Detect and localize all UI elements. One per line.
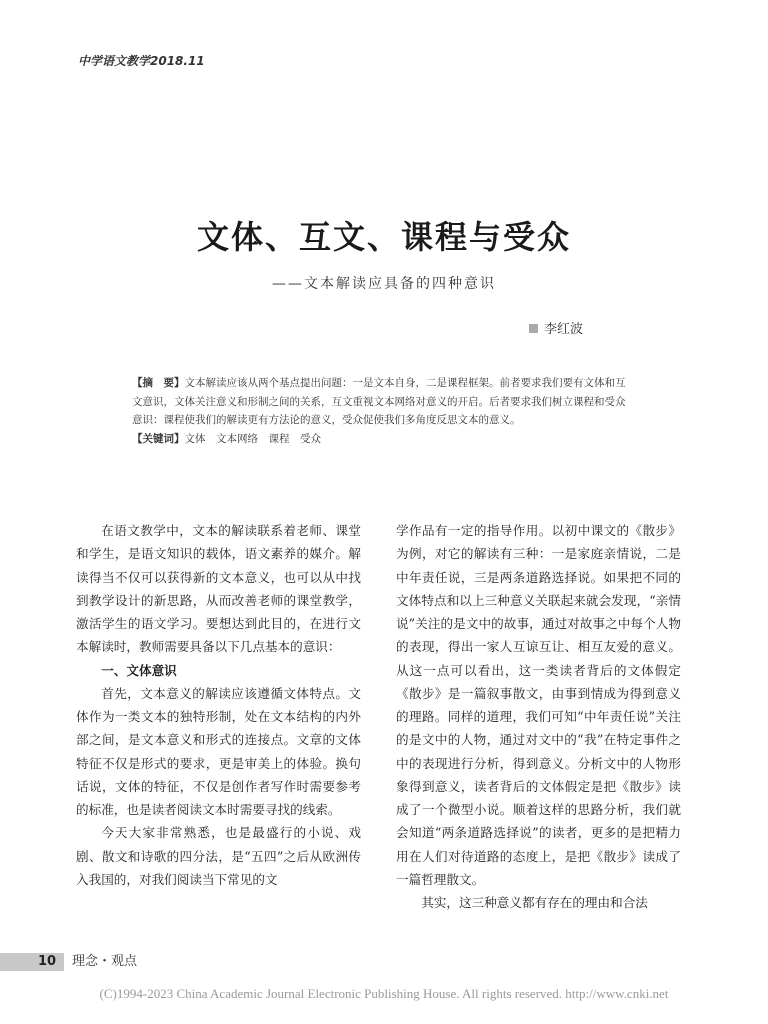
author-name: 李红波 bbox=[543, 322, 583, 337]
journal-header: 中学语文教学2018.11 bbox=[78, 54, 205, 68]
abstract-text: 文本解读应该从两个基点提出问题：一是文本自身，二是课程框架。前者要求我们要有文体和互文意识，文体关注意义和形制之间的关系，互文重视文本网络对意义的开启。后者要求我们树立课程和受众意识：课程使我们的解读更有方法论的意义，受众促使我们多角度反思文本的意义。 bbox=[132, 377, 626, 426]
keywords-text: 文体 文本网络 课程 受众 bbox=[184, 432, 321, 445]
article-title: 文体、互文、课程与受众 bbox=[196, 218, 571, 256]
copyright-notice: (C)1994-2023 China Academic Journal Electronic Publishing House. All rights reserved. http://www.cnki.net bbox=[99, 986, 669, 1001]
section-heading: 一、文体意识 bbox=[101, 662, 177, 678]
author-square-icon bbox=[529, 324, 538, 333]
article-subtitle: ——文本解读应具备的四种意识 bbox=[272, 276, 496, 292]
author-line bbox=[529, 318, 583, 337]
body-paragraph: 在语文教学中，文本的解读联系着老师、课堂和学生，是语文知识的载体，语文素养的媒介。解读得当不仅可以获得新的文本意义，也可以从中找到教学设计的新思路，从而改善老师的课堂教学，激活学生的语文学习。要想达到此目的，在进行文本解读时，教师需要具备以下几点基本的意识： bbox=[76, 523, 361, 655]
right-column bbox=[396, 519, 681, 914]
body-paragraph: 今天大家非常熟悉，也是最盛行的小说、戏剧、散文和诗歌的四分法，是“五四”之后从欧洲传入我国的，对我们阅读当下常见的文 bbox=[76, 825, 361, 887]
keywords-label: 【关键词】 bbox=[132, 432, 185, 445]
body-paragraph: 其实，这三种意义都有存在的理由和合法 bbox=[421, 895, 648, 910]
left-column bbox=[76, 519, 361, 891]
page-number: 10 bbox=[38, 954, 57, 969]
body-paragraph: 首先，文本意义的解读应该遵循文体特点。文体作为一类文本的独特形制，处在文本结构的内外部之间，是文本意义和形式的连接点。文章的文体特征不仅是形式的要求，更是审美上的体验。换句话说，文体的特征，不仅是创作者写作时需要参考的标准，也是读者阅读文本时需要寻找的线索。 bbox=[76, 685, 361, 817]
footer-section-label: 理念・观点 bbox=[72, 954, 138, 969]
body-paragraph: 学作品有一定的指导作用。以初中课文的《散步》为例，对它的解读有三种：一是家庭亲情说，二是中年责任说，三是两条道路选择说。如果把不同的文体特点和以上三种意义关联起来就会发现，“亲情说”关注的是文中的故事，通过对故事之中每个人物的表现，得出一家人互谅互让、相互友爱的意义。从这一点可以看出，这一类读者背后的文体假定《散步》是一篇叙事散文，由事到情成为得到意义的理路。同样的道理，我们可知“中年责任说”关注的是文中的人物，通过对文中的“我”在特定事件之中的表现进行分析，得到意义。分析文中的人物形象得到意义，读者背后的文体假定是把《散步》读成了一个微型小说。顺着这样的思路分析，我们就会知道“两条道路选择说”的读者，更多的是把精力用在人们对待道路的态度上，是把《散步》读成了一篇哲理散文。 bbox=[396, 523, 681, 887]
abstract-label: 【摘 要】 bbox=[132, 377, 185, 389]
abstract-paragraph bbox=[132, 374, 632, 430]
keywords-paragraph bbox=[132, 430, 632, 449]
abstract-block bbox=[132, 374, 632, 448]
